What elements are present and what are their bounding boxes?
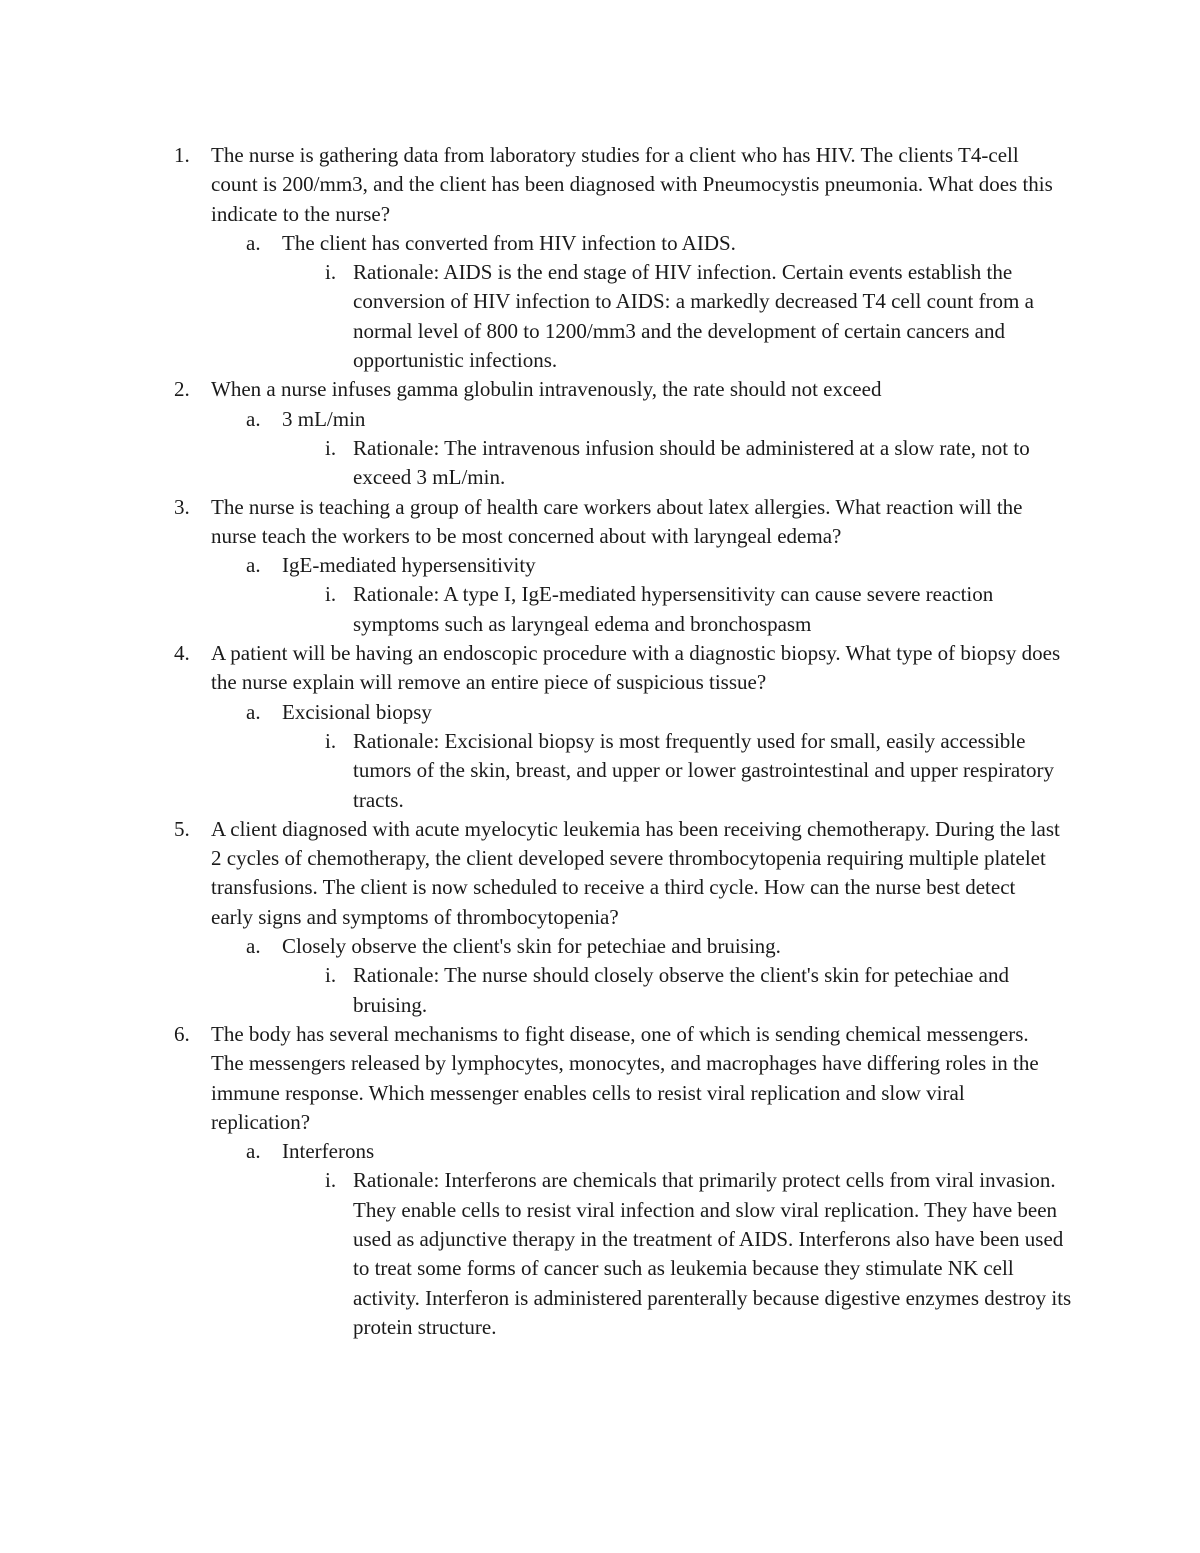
question-number: 4.: [174, 641, 190, 666]
rationale-number: i.: [325, 582, 337, 607]
answer-letter: a.: [246, 406, 261, 431]
rationale-item: [0, 727, 1200, 815]
answer-letter: a.: [246, 1139, 261, 1164]
answer-text: 3 mL/min: [282, 406, 366, 431]
question-number: 2.: [174, 377, 190, 402]
answer-text: IgE-mediated hypersensitivity: [282, 553, 536, 578]
answer-item: [0, 405, 1200, 434]
rationale-number: i.: [325, 435, 337, 460]
question-text: When a nurse infuses gamma globulin intravenously, the rate should not exceed: [211, 377, 882, 402]
rationale-item: [0, 580, 1200, 639]
answer-item: [0, 932, 1200, 961]
question-text: The body has several mechanisms to fight disease, one of which is sending chemical messengers. The messengers released by lymphocytes, monocytes, and macrophages have differing roles in the immune response. Which messenger enables cells to resist viral replication and slow viral replication?: [211, 1021, 1039, 1134]
rationale-number: i.: [325, 260, 337, 285]
answer-item: [0, 1137, 1200, 1166]
rationale-number: i.: [325, 1168, 337, 1193]
question-text: A patient will be having an endoscopic procedure with a diagnostic biopsy. What type of biopsy does the nurse explain will remove an entire piece of suspicious tissue?: [211, 641, 1061, 695]
answer-text: Interferons: [282, 1139, 375, 1164]
question-item: [0, 493, 1200, 639]
question-item: [0, 815, 1200, 1020]
question-item: [0, 141, 1200, 375]
question-number: 3.: [174, 494, 190, 519]
rationale-text: Rationale: The intravenous infusion should be administered at a slow rate, not to exceed 3 mL/min.: [353, 435, 1030, 490]
answer-letter: a.: [246, 934, 261, 959]
answer-item: [0, 229, 1200, 258]
rationale-number: i.: [325, 728, 337, 753]
question-text: The nurse is gathering data from laboratory studies for a client who has HIV. The clients T4-cell count is 200/mm3, and the client has been diagnosed with Pneumocystis pneumonia. What does this indicate to the nurse?: [211, 143, 1053, 226]
rationale-text: Rationale: A type I, IgE-mediated hypersensitivity can cause severe reaction symptoms such as laryngeal edema and bronchospasm: [353, 582, 994, 636]
question-number: 5.: [174, 816, 190, 841]
answer-item: [0, 698, 1200, 727]
rationale-item: [0, 258, 1200, 375]
rationale-text: Rationale: Interferons are chemicals that primarily protect cells from viral invasion. They enable cells to resist viral infection and slow viral replication. They have been used as adjunctive therapy in the treatment of AIDS. Interferons also have been used to treat some forms of cancer such as leukemia because they stimulate NK cell activity. Interferon is administered parenterally because digestive enzymes destroy its protein structure.: [353, 1168, 1072, 1339]
answer-item: [0, 551, 1200, 580]
question-item: [0, 375, 1200, 492]
question-text: A client diagnosed with acute myelocytic leukemia has been receiving chemotherapy. During the last 2 cycles of chemotherapy, the client developed severe thrombocytopenia requiring multiple platelet transfusions. The client is now scheduled to receive a third cycle. How can the nurse best detect early signs and symptoms of thrombocytopenia?: [211, 816, 1060, 929]
rationale-item: [0, 1166, 1200, 1342]
question-number: 1.: [174, 143, 190, 167]
answer-text: The client has converted from HIV infection to AIDS.: [282, 230, 736, 255]
rationale-text: Rationale: The nurse should closely observe the client's skin for petechiae and bruising.: [353, 963, 1009, 1017]
answer-text: Closely observe the client's skin for petechiae and bruising.: [282, 934, 781, 959]
question-item: [0, 1020, 1200, 1342]
question-text: The nurse is teaching a group of health care workers about latex allergies. What reaction will the nurse teach the workers to be most concerned about with laryngeal edema?: [211, 494, 1023, 548]
answer-letter: a.: [246, 699, 261, 724]
question-list: [0, 141, 1200, 1342]
rationale-item: [0, 961, 1200, 1020]
rationale-text: Rationale: Excisional biopsy is most frequently used for small, easily accessible tumors of the skin, breast, and upper or lower gastrointestinal and upper respiratory tracts.: [353, 728, 1054, 812]
rationale-item: [0, 434, 1200, 493]
rationale-number: i.: [325, 963, 337, 988]
answer-letter: a.: [246, 230, 261, 255]
question-item: [0, 639, 1200, 815]
rationale-text: Rationale: AIDS is the end stage of HIV infection. Certain events establish the conversion of HIV infection to AIDS: a markedly decreased T4 cell count from a normal level of 800 to 1200/mm3 and the development of certain cancers and opportunistic infections.: [353, 260, 1034, 373]
answer-text: Excisional biopsy: [282, 699, 432, 724]
question-number: 6.: [174, 1021, 190, 1046]
answer-letter: a.: [246, 553, 261, 578]
